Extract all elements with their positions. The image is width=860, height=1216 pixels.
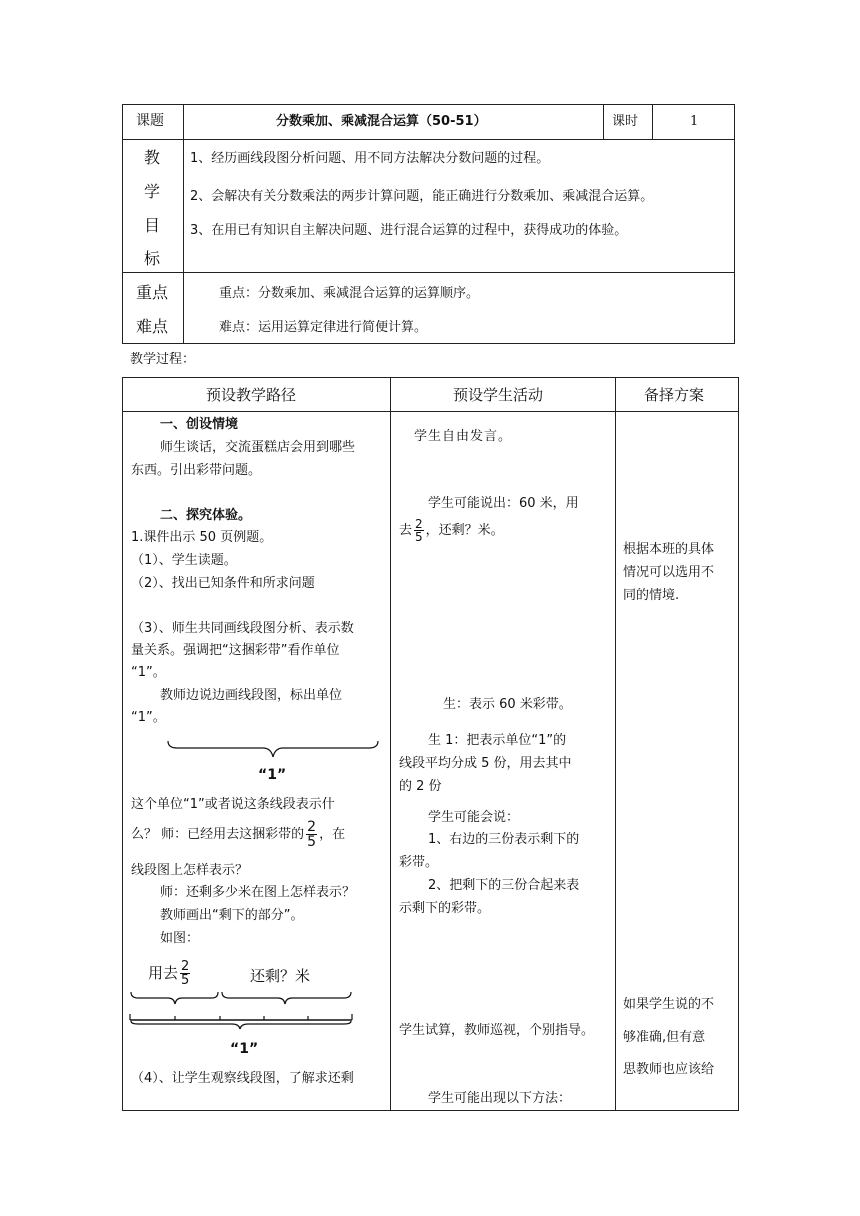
text-line: （3）、师生共同画线段图分析、表示数	[131, 621, 354, 636]
segment-unit-label: “1”	[230, 1041, 259, 1057]
diagram-remain-label: 还剩？米	[250, 967, 311, 985]
text-line: 思教师也应该给	[623, 1062, 715, 1077]
text-line: （2）、找出已知条件和所求问题	[131, 576, 315, 591]
text-line: 学生自由发言。	[414, 429, 513, 444]
text-fragment: ，还剩？米。	[425, 523, 504, 538]
text-line: 教师边说边画线段图，标出单位	[160, 688, 343, 703]
text-fragment: 去	[399, 523, 413, 538]
unit-brace-diagram	[165, 737, 381, 767]
fraction-numerator: 2	[181, 959, 190, 974]
section-title: 二、探究体验。	[160, 508, 252, 523]
text-line: 线段平均分成 5 份，用去其中	[399, 756, 572, 771]
goal-item: 3、在用已有知识自主解决问题、进行混合运算的过程中，获得成功的体验。	[190, 223, 628, 238]
fraction-numerator: 2	[415, 517, 423, 531]
text-fragment: ，在	[319, 827, 346, 842]
text-line: 2、把剩下的三份合起来表	[428, 878, 580, 893]
column-header-path: 预设教学路径	[206, 386, 297, 404]
text-line: 如果学生说的不	[623, 997, 715, 1012]
text-line: 学生可能出现以下方法：	[428, 1091, 572, 1106]
text-line: 学生可能会说：	[428, 810, 520, 825]
text-line: 师生谈话，交流蛋糕店会用到哪些	[160, 440, 356, 455]
goals-label-char: 学	[144, 182, 161, 201]
fraction-denominator: 5	[415, 530, 423, 544]
fraction	[414, 518, 424, 543]
text-line: 如图：	[160, 931, 200, 946]
text-line	[399, 518, 504, 543]
unit-brace-label: “1”	[258, 767, 287, 783]
text-line: 教师画出“剩下的部分”。	[160, 908, 304, 923]
fraction-denominator: 5	[181, 973, 190, 988]
fraction-numerator: 2	[307, 819, 317, 835]
diagram-used-label	[148, 960, 192, 987]
text-line: “1”。	[131, 665, 166, 680]
text-line: 的 2 份	[399, 779, 442, 794]
goal-item: 2、会解决有关分数乘法的两步计算问题，能正确进行分数乘加、乘减混合运算。	[190, 189, 654, 204]
goals-label-char: 目	[144, 216, 161, 235]
text-line: 同的情境.	[623, 588, 680, 603]
goal-item: 1、经历画线段图分析问题、用不同方法解决分数问题的过程。	[190, 151, 550, 166]
goals-label-char: 标	[144, 249, 161, 268]
period-value: 1	[690, 114, 699, 129]
used-text: 用去	[148, 964, 179, 982]
text-line: 生 1：把表示单位“1”的	[428, 733, 567, 748]
text-line: 师：还剩多少米在图上怎样表示？	[160, 885, 356, 900]
topic-value: 分数乘加、乘减混合运算（50-51）	[276, 114, 487, 129]
text-line: （1）、学生读题。	[131, 553, 237, 568]
text-line: 1.课件出示 50 页例题。	[131, 530, 273, 545]
key-point: 重点：分数乘加、乘减混合运算的运算顺序。	[219, 286, 480, 301]
text-line: 学生可能说出：60 米，用	[428, 496, 579, 511]
text-line: 根据本班的具体	[623, 542, 715, 557]
text-line: 生：表示 60 米彩带。	[443, 697, 572, 712]
text-line: 线段图上怎样表示？	[131, 863, 249, 878]
key-label: 重点	[136, 283, 169, 302]
text-line: 情况可以选用不	[623, 565, 715, 580]
topic-label: 课题	[136, 113, 164, 129]
text-line: 这个单位“1”或者说这条线段表示什	[131, 797, 335, 812]
text-line: 量关系。强调把“这捆彩带”看作单位	[131, 643, 340, 658]
text-line: 东西。引出彩带问题。	[131, 463, 262, 478]
column-header-alternative: 备择方案	[644, 386, 705, 404]
column-header-activity: 预设学生活动	[453, 386, 544, 404]
text-line	[131, 820, 345, 849]
section-title: 一、创设情境	[160, 417, 239, 432]
text-line: 1、右边的三份表示剩下的	[428, 832, 580, 847]
text-line: “1”。	[131, 710, 166, 725]
goals-label-char: 教	[144, 148, 161, 167]
period-label: 课时	[612, 114, 639, 129]
text-line: 彩带。	[399, 855, 439, 870]
difficult-point: 难点：运用运算定律进行简便计算。	[219, 320, 428, 335]
text-line: 够准确,但有意	[623, 1030, 706, 1045]
text-line: 学生试算，教师巡视，个别指导。	[399, 1023, 595, 1038]
fraction	[180, 960, 190, 987]
segment-with-braces	[128, 990, 356, 1030]
difficult-label: 难点	[136, 317, 169, 336]
fraction-denominator: 5	[307, 834, 317, 850]
text-line: （4）、让学生观察线段图，了解求还剩	[131, 1071, 354, 1086]
text-fragment: 么？ 师：已经用去这捆彩带的	[131, 827, 305, 842]
fraction	[306, 820, 317, 849]
text-line: 示剩下的彩带。	[399, 901, 491, 916]
process-label: 教学过程：	[130, 352, 196, 367]
